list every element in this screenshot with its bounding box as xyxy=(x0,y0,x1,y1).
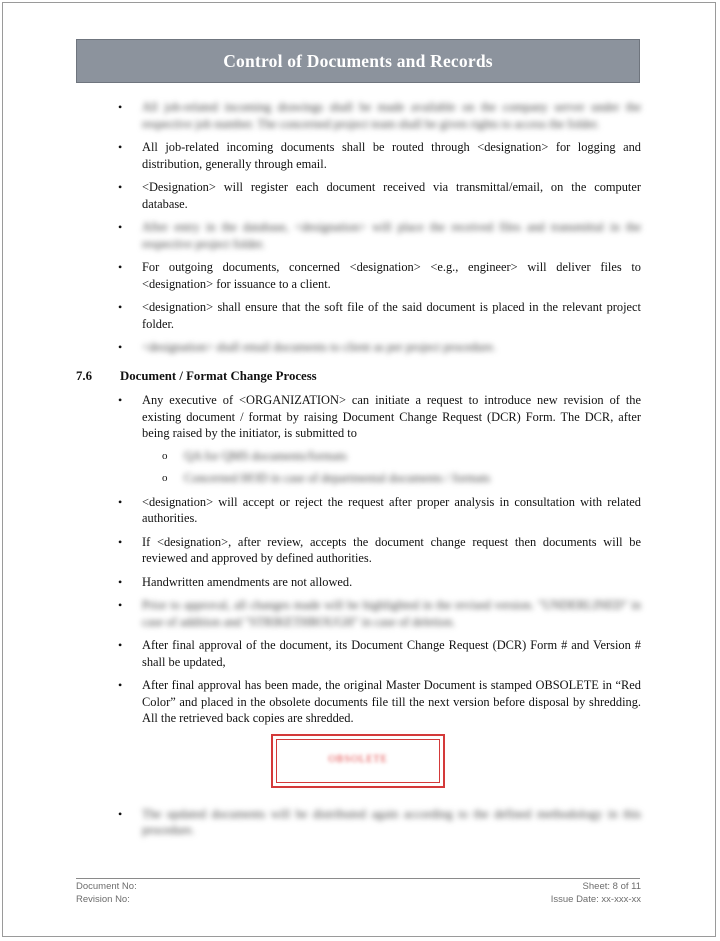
sub-list-item xyxy=(142,448,641,465)
list-item xyxy=(76,392,641,487)
bullet-list-bottom xyxy=(76,806,641,839)
list-item xyxy=(76,99,641,132)
list-item xyxy=(76,597,641,630)
revision-number-label: Revision No: xyxy=(76,893,130,905)
bullet-icon: • xyxy=(118,806,123,821)
list-item-text: After final approval has been made, the original Master Document is stamped OBSOLETE in “Red Color” and placed in the obsolete documents file till the next version before disposal by shredding. All the retrieved back copies are shredded. xyxy=(142,678,641,725)
stamp-text: OBSOLETE xyxy=(328,754,388,766)
footer-row xyxy=(76,881,641,894)
list-item-text: Handwritten amendments are not allowed. xyxy=(142,574,353,589)
footer-divider xyxy=(76,878,640,879)
list-item-text: <designation> shall ensure that the soft file of the said document is placed in the relevant project folder. xyxy=(142,300,641,331)
bullet-list-section xyxy=(76,392,641,727)
bullet-icon: • xyxy=(118,393,123,407)
bullet-icon: • xyxy=(118,220,123,234)
blurred-text: Concerned HOD in case of departmental documents / formats xyxy=(184,471,491,485)
bullet-icon: • xyxy=(118,260,123,274)
bullet-icon: • xyxy=(118,180,123,194)
list-item xyxy=(76,806,641,839)
list-item xyxy=(76,219,641,252)
bullet-icon: • xyxy=(118,598,123,612)
list-item-text: <designation> will accept or reject the request after proper analysis in consultation with related authorities. xyxy=(142,494,641,525)
sheet-number: Sheet: 8 of 11 xyxy=(582,881,641,892)
circle-bullet-icon: o xyxy=(162,449,168,462)
section-heading xyxy=(76,368,641,385)
page-footer xyxy=(76,881,641,906)
title-banner xyxy=(76,39,640,83)
sub-list-item xyxy=(142,470,641,487)
section-number: 7.6 xyxy=(76,368,92,383)
list-item xyxy=(76,259,641,292)
blurred-text: The updated documents will be distributed again according to the defined methodology in this procedure. xyxy=(142,806,641,837)
list-item xyxy=(76,494,641,527)
bullet-icon: • xyxy=(118,100,123,114)
issue-date: Issue Date: xx-xxx-xx xyxy=(550,893,641,905)
blurred-text: Prior to approval, all changes made will be highlighted in the revised version. "UNDERLINED" in case of addition and "STRIKETHROUGH" in case of deletion. xyxy=(142,598,641,629)
list-item-text: Any executive of <ORGANIZATION> can initiate a request to introduce new revision of the existing document / format by raising Document Change Request (DCR) Form. The DCR, after being raised by the initiator, is submitted to xyxy=(142,393,641,440)
obsolete-stamp xyxy=(271,734,445,788)
bullet-icon: • xyxy=(118,534,123,549)
list-item xyxy=(76,339,641,356)
bullet-icon: • xyxy=(118,638,123,652)
list-item xyxy=(76,574,641,591)
list-item xyxy=(76,637,641,670)
list-item xyxy=(76,299,641,332)
blurred-text: All job-related incoming drawings shall be made available on the company server under the respective job number. The concerned project team shall be given rights to access the folder. xyxy=(142,100,641,131)
bullet-icon: • xyxy=(118,678,123,692)
list-item xyxy=(76,139,641,172)
section-title: Document / Format Change Process xyxy=(120,368,317,383)
list-item-text: All job-related incoming documents shall be routed through <designation> for logging and distribution, generally through email. xyxy=(142,140,641,171)
sub-list xyxy=(142,448,641,487)
stamp-container xyxy=(76,734,641,800)
document-body xyxy=(76,99,641,846)
list-item xyxy=(76,534,641,567)
bullet-icon: • xyxy=(118,300,123,314)
list-item xyxy=(76,179,641,212)
list-item-text: If <designation>, after review, accepts the document change request then documents will be reviewed and approved by defined authorities. xyxy=(142,534,641,565)
bullet-icon: • xyxy=(118,574,123,589)
document-number-label: Document No: xyxy=(76,881,137,892)
list-item-text: After final approval of the document, its Document Change Request (DCR) Form # and Version # shall be updated, xyxy=(142,638,641,669)
bullet-icon: • xyxy=(118,140,123,154)
list-item-text: For outgoing documents, concerned <designation> <e.g., engineer> will deliver files to <designation> for issuance to a client. xyxy=(142,260,641,291)
document-title: Control of Documents and Records xyxy=(223,50,493,71)
circle-bullet-icon: o xyxy=(162,472,168,484)
bullet-icon: • xyxy=(118,494,123,509)
bullet-list-top xyxy=(76,99,641,356)
bullet-icon: • xyxy=(118,340,123,354)
blurred-text: QA for QMS documents/formats xyxy=(184,448,347,463)
blurred-text: <designation> shall email documents to client as per project procedure. xyxy=(142,340,496,354)
list-item xyxy=(76,677,641,727)
list-item-text: <Designation> will register each document received via transmittal/email, on the computer database. xyxy=(142,180,641,211)
footer-row xyxy=(76,894,641,907)
blurred-text: After entry in the database, <designation> will place the received files and transmittal in the respective project folder. xyxy=(142,220,641,251)
